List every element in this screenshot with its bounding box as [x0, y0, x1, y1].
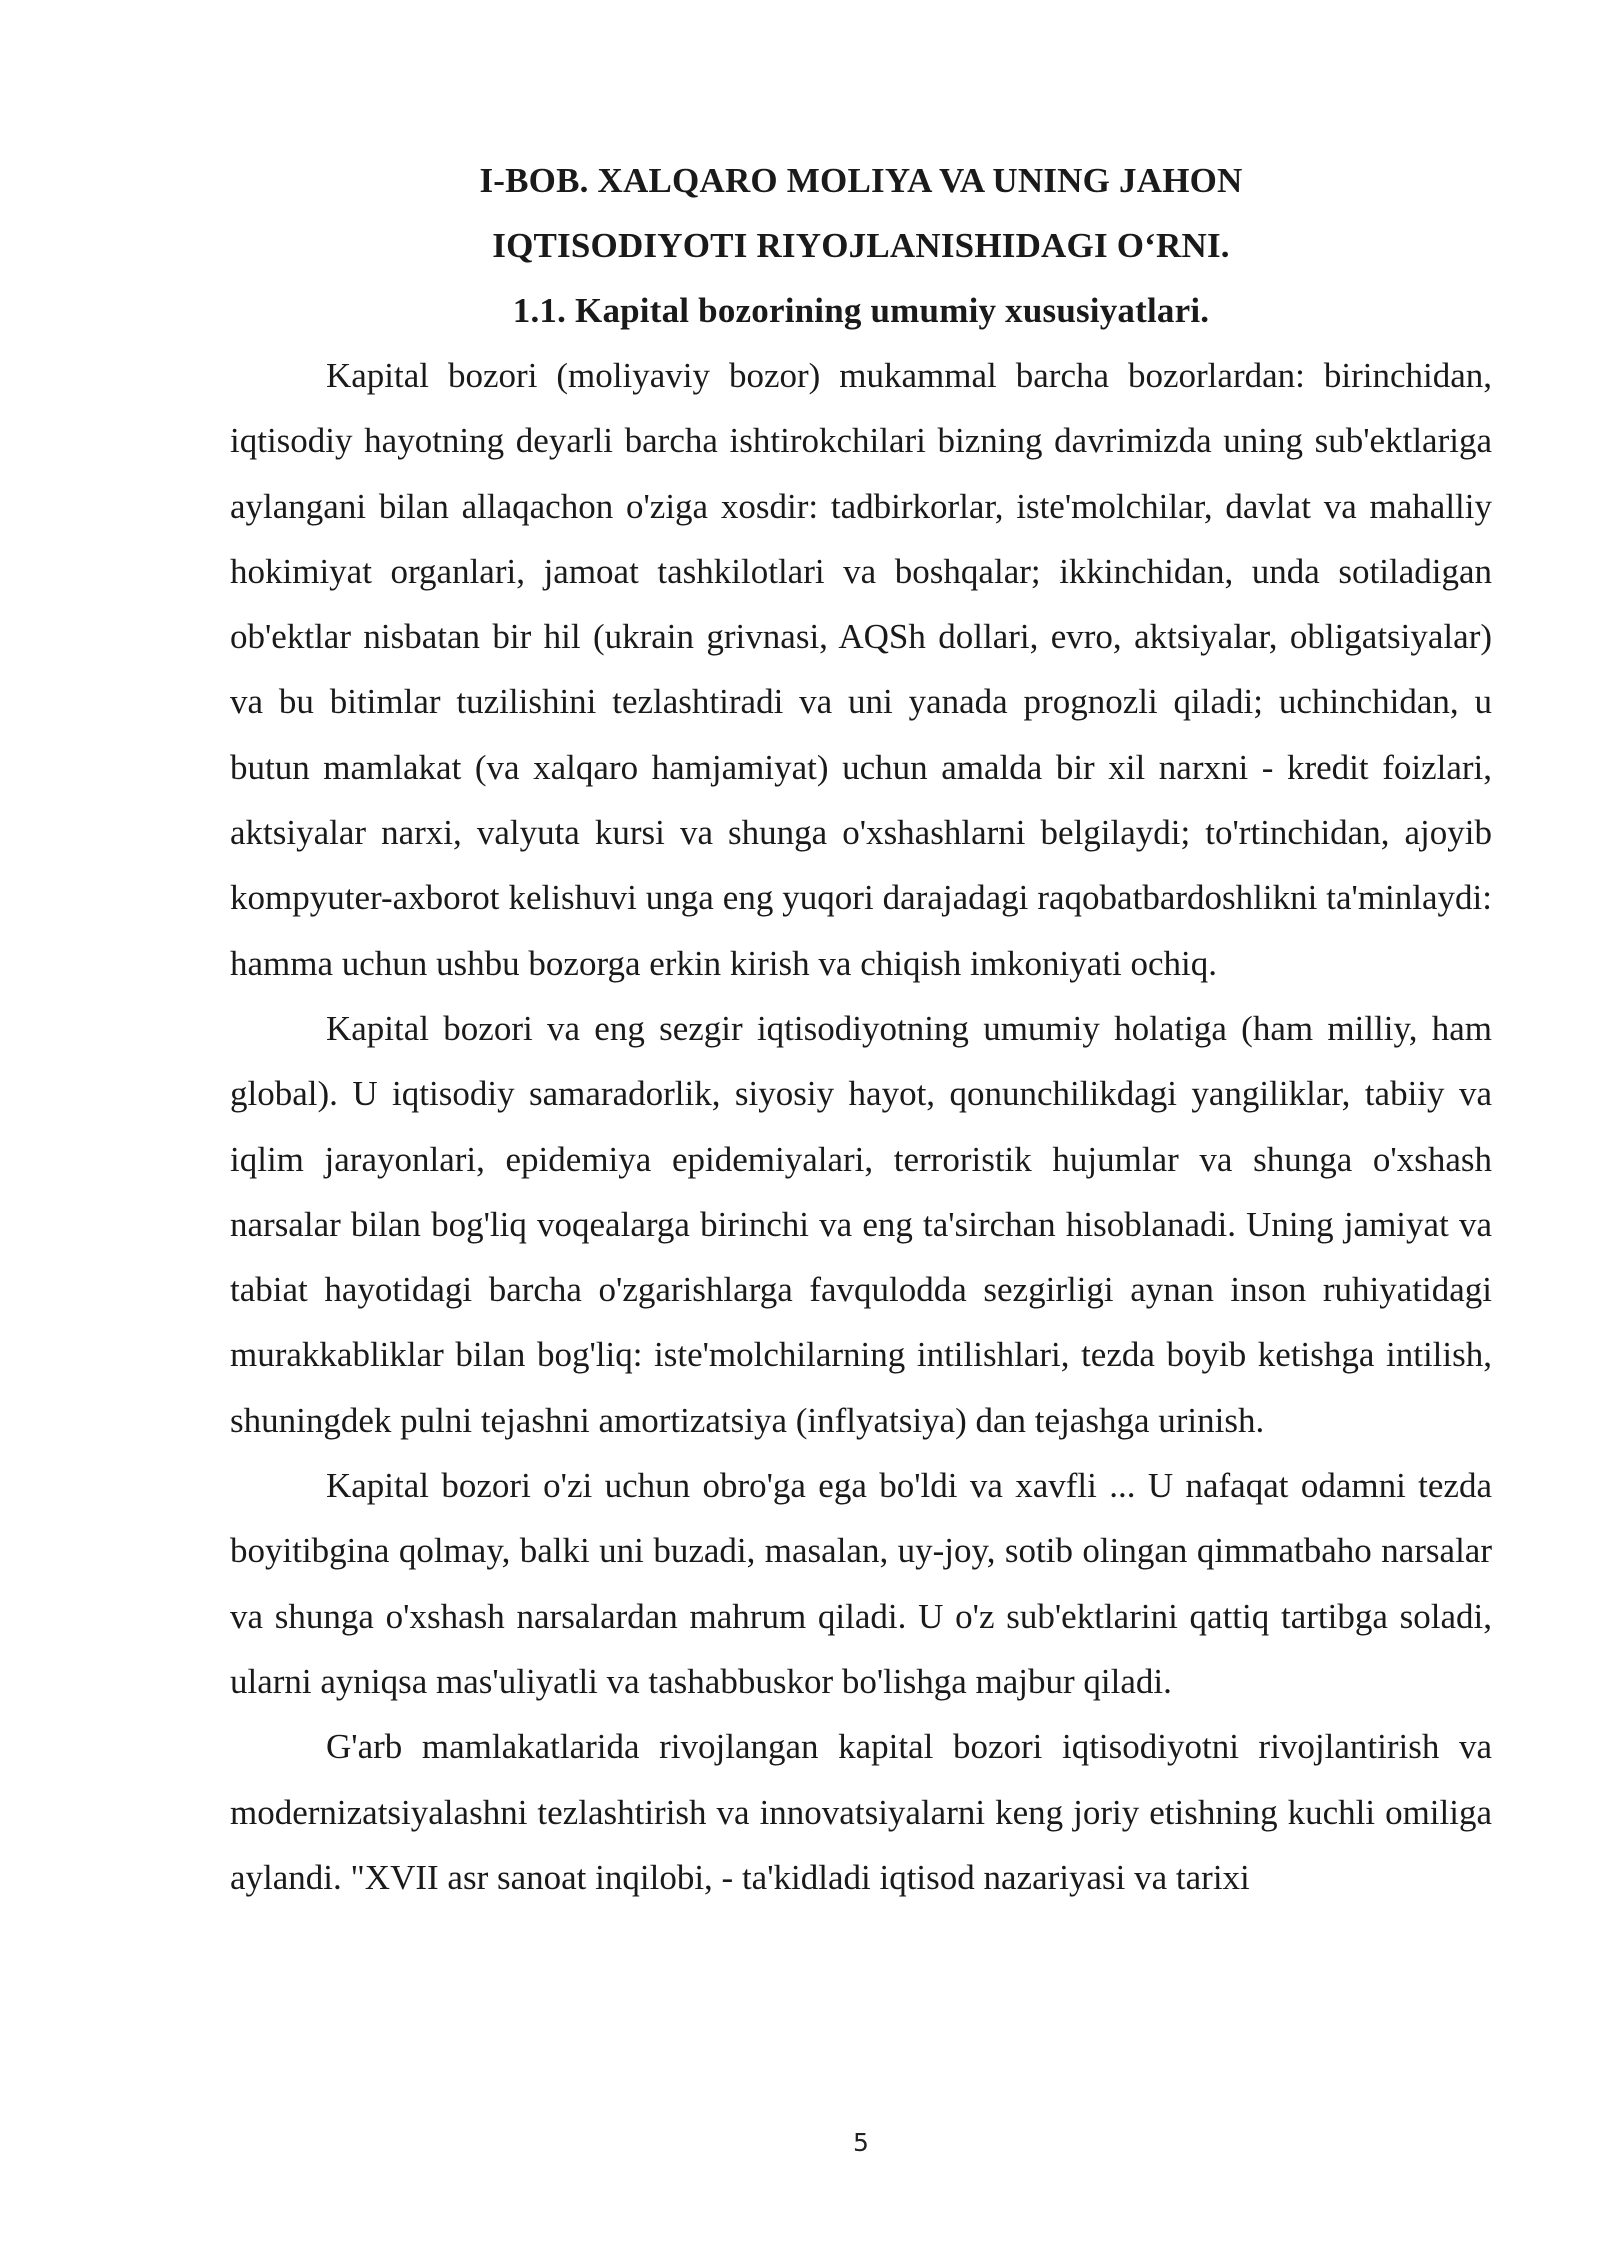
page-number: 5 [853, 2128, 869, 2157]
section-title: 1.1. Kapital bozorining umumiy xususiyatlari. [512, 291, 1210, 330]
paragraph-3: Kapital bozori o'zi uchun obro'ga ega bo'ldi va xavfli ... U nafaqat odamni tezda boyitibgina qolmay, balki uni buzadi, masalan, uy-joy, sotib olingan qimmatbaho narsalar va shunga o'xshash narsalardan mahrum qiladi. U o'z sub'ektlarini qattiq tartibga soladi, ularni ayniqsa mas'uliyatli va tashabbuskor bo'lishga majbur qiladi. [230, 1466, 1492, 1701]
paragraph-1: Kapital bozori (moliyaviy bozor) mukammal barcha bozorlardan: birinchidan, iqtisodiy hayotning deyarli barcha ishtirokchilari bizning davrimizda uning sub'ektlariga aylangani bilan allaqachon o'ziga xosdir: tadbirkorlar, iste'molchilar, davlat va mahalliy hokimiyat organlari, jamoat tashkilotlari va boshqalar; ikkinchidan, unda sotiladigan ob'ektlar nisbatan bir hil (ukrain grivnasi, AQSh dollari, evro, aktsiyalar, obligatsiyalar) va bu bitimlar tuzilishini tezlashtiradi va uni yanada prognozli qiladi; uchinchidan, u butun mamlakat (va xalqaro hamjamiyat) uchun amalda bir xil narxni - kredit foizlari, aktsiyalar narxi, valyuta kursi va shunga o'xshashlarni belgilaydi; to'rtinchidan, ajoyib kompyuter-axborot kelishuvi unga eng yuqori darajadagi raqobatbardoshlikni ta'minlaydi: hamma uchun ushbu bozorga erkin kirish va chiqish imkoniyati ochiq. [230, 356, 1492, 983]
paragraph-2: Kapital bozori va eng sezgir iqtisodiyotning umumiy holatiga (ham milliy, ham global). U iqtisodiy samaradorlik, siyosiy hayot, qonunchilikdagi yangiliklar, tabiiy va iqlim jarayonlari, epidemiya epidemiyalari, terroristik hujumlar va shunga o'xshash narsalar bilan bog'liq voqealarga birinchi va eng ta'sirchan hisoblanadi. Uning jamiyat va tabiat hayotidagi barcha o'zgarishlarga favqulodda sezgirligi aynan inson ruhiyatidagi murakkabliklar bilan bog'liq: iste'molchilarning intilishlari, tezda boyib ketishga intilish, shuningdek pulni tejashni amortizatsiya (inflyatsiya) dan tejashga urinish. [230, 1008, 1492, 1440]
page-content [230, 148, 1492, 1910]
chapter-title-line-2: IQTISODIYOTI RIYOJLANISHIDAGI O‘RNI. [492, 226, 1230, 265]
chapter-title-line-1: I-BOB. XALQARO MOLIYA VA UNING JAHON [479, 161, 1243, 200]
paragraph-4: G'arb mamlakatlarida rivojlangan kapital bozori iqtisodiyotni rivojlantirish va modernizatsiyalashni tezlashtirish va innovatsiyalarni keng joriy etishning kuchli omiliga aylandi. "XVII asr sanoat inqilobi, - ta'kidladi iqtisod nazariyasi va tarixi [230, 1727, 1492, 1897]
